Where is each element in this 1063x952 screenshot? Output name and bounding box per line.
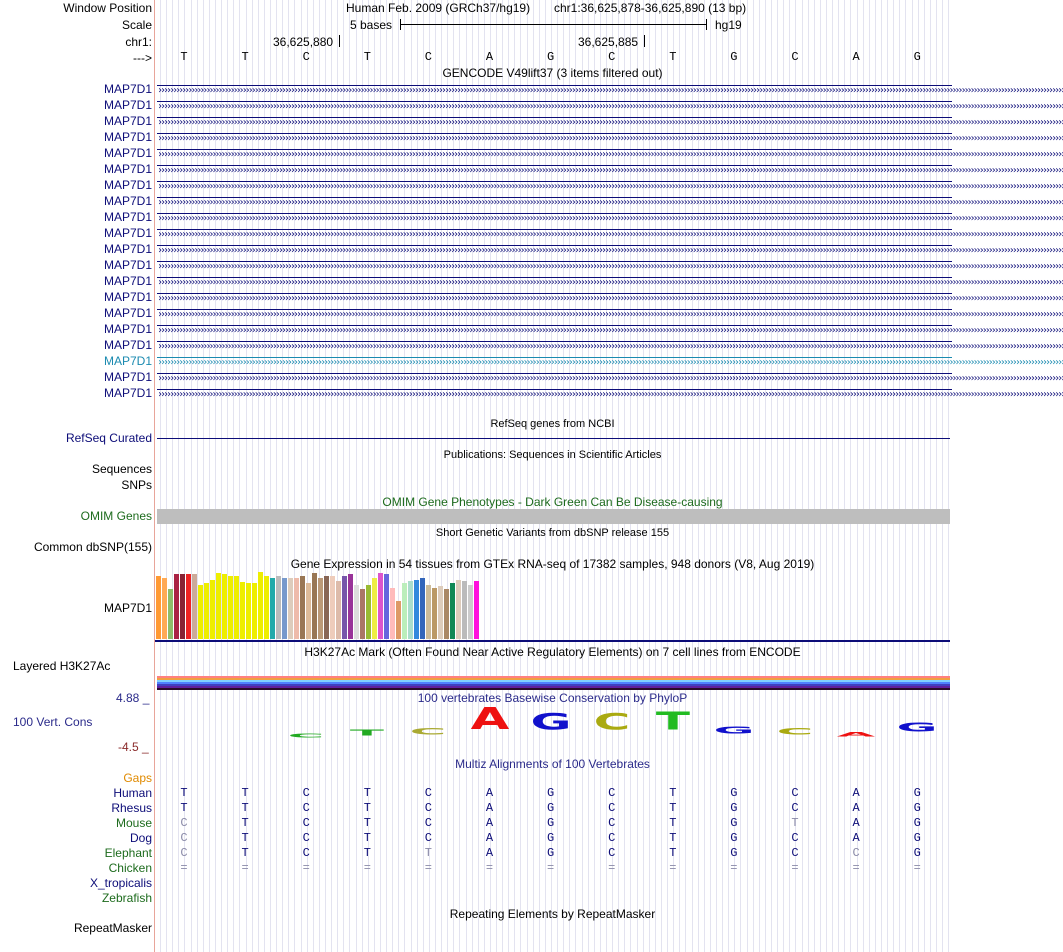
conservation-track-title: 100 vertebrates Basewise Conservation by PhyloP <box>417 691 688 705</box>
multiz-base: T <box>363 786 371 800</box>
multiz-base: T <box>791 816 799 830</box>
multiz-base: A <box>485 801 494 815</box>
gtex-tissue-bar[interactable] <box>228 576 233 639</box>
multiz-base: T <box>180 801 188 815</box>
gencode-item-line[interactable]: ›››››››››››››››››››››››››››››››››››››››››››››››››››››››››››››››››››››››››››››››››››››››››››››››››››››››››››››››››››››››››››››››››››››››››››››››››››››››››››››››››››››››››››››››››››››››››››››››››››››››››››››››››››››››››››››››››››››››››››››››››››››››››››››››››››››››››››››››››››››››››››››››››››››››››››› <box>157 373 1063 384</box>
conservation-letter <box>466 701 514 737</box>
multiz-base: C <box>424 816 432 830</box>
gtex-tissue-bar[interactable] <box>270 578 275 639</box>
omim-gene-bar[interactable] <box>157 509 950 524</box>
multiz-base: C <box>608 786 616 800</box>
gencode-item-line[interactable]: ›››››››››››››››››››››››››››››››››››››››››››››››››››››››››››››››››››››››››››››››››››››››››››››››››››››››››››››››››››››››››››››››››››››››››››››››››››››››››››››››››››››››››››››››››››››››››››››››››››››››››››››››››››››››››››››››››››››››››››››››››››››››››››››››››››››››››››››››››››››››››››››››››››››››››››› <box>157 325 1063 336</box>
multiz-base: T <box>669 801 677 815</box>
gencode-item-line[interactable]: ›››››››››››››››››››››››››››››››››››››››››››››››››››››››››››››››››››››››››››››››››››››››››››››››››››››››››››››››››››››››››››››››››››››››››››››››››››››››››››››››››››››››››››››››››››››››››››››››››››››››››››››››››››››››››››››››››››››››››››››››››››››››››››››››››››››››››››››››››››››››››››››››››››››››››››› <box>157 293 1063 304</box>
gtex-tissue-bar[interactable] <box>276 576 281 639</box>
gtex-tissue-bar[interactable] <box>306 583 311 639</box>
multiz-base: C <box>302 786 310 800</box>
gencode-item-label[interactable]: MAP7D1 <box>103 210 152 224</box>
conservation-letter-glyph: T <box>350 728 385 738</box>
multiz-base: C <box>302 801 310 815</box>
sequence-base: T <box>241 50 249 64</box>
coordinate-1-tick <box>339 35 340 47</box>
gencode-item-label[interactable]: MAP7D1 <box>103 386 152 400</box>
gencode-item-line[interactable]: ›››››››››››››››››››››››››››››››››››››››››››››››››››››››››››››››››››››››››››››››››››››››››››››››››››››››››››››››››››››››››››››››››››››››››››››››››››››››››››››››››››››››››››››››››››››››››››››››››››››››››››››››››››››››››››››››››››››››››››››››››››››››››››››››››››››››››››››››››››››››››››››››››››››››››››› <box>157 389 1063 400</box>
multiz-base: = <box>302 861 310 875</box>
scale-label: Scale <box>121 18 152 32</box>
conservation-letter-glyph: G <box>896 719 938 735</box>
multiz-base: = <box>608 861 616 875</box>
multiz-base: G <box>913 846 921 860</box>
multiz-species-label[interactable]: Dog <box>129 831 152 845</box>
dbsnp-track-title: Short Genetic Variants from dbSNP release 155 <box>435 527 670 539</box>
sequence-base: T <box>180 50 188 64</box>
gtex-tissue-bar[interactable] <box>426 585 431 639</box>
conservation-letter <box>221 729 269 731</box>
publications-snps-label[interactable]: SNPs <box>121 478 152 492</box>
gencode-item-line[interactable]: ›››››››››››››››››››››››››››››››››››››››››››››››››››››››››››››››››››››››››››››››››››››››››››››››››››››››››››››››››››››››››››››››››››››››››››››››››››››››››››››››››››››››››››››››››››››››››››››››››››››››››››››››››››››››››››››››››››››››››››››››››››››››››››››››››››››››››››››››››››››››››››››››››››››››››››› <box>157 149 1063 160</box>
conservation-letter <box>160 729 208 731</box>
publications-track-title: Publications: Sequences in Scientific Articles <box>443 449 662 461</box>
gtex-tissue-bar[interactable] <box>408 581 413 639</box>
gencode-item-label[interactable]: MAP7D1 <box>103 226 152 240</box>
gencode-item-line[interactable]: ›››››››››››››››››››››››››››››››››››››››››››››››››››››››››››››››››››››››››››››››››››››››››››››››››››››››››››››››››››››››››››››››››››››››››››››››››››››››››››››››››››››››››››››››››››››››››››››››››››››››››››››››››››››››››››››››››››››››››››››››››››››››››››››››››››››››››››››››››››››››››››››››››››››››››››› <box>157 277 1063 288</box>
conservation-track-label[interactable]: 100 Vert. Cons <box>13 715 93 729</box>
gencode-item-line[interactable]: ›››››››››››››››››››››››››››››››››››››››››››››››››››››››››››››››››››››››››››››››››››››››››››››››››››››››››››››››››››››››››››››››››››››››››››››››››››››››››››››››››››››››››››››››››››››››››››››››››››››››››››››››››››››››››››››››››››››››››››››››››››››››››››››››››››››››››››››››››››››››››››››››››››››››››››› <box>157 133 1063 144</box>
multiz-base: T <box>241 846 249 860</box>
gencode-item-label[interactable]: MAP7D1 <box>103 242 152 256</box>
multiz-base: A <box>852 801 860 815</box>
assembly-text: Human Feb. 2009 (GRCh37/hg19) <box>346 1 531 15</box>
gencode-item-label[interactable]: MAP7D1 <box>103 82 152 96</box>
multiz-species-label[interactable]: Rhesus <box>111 801 152 815</box>
gtex-tissue-bar[interactable] <box>462 581 467 639</box>
gtex-tissue-bar[interactable] <box>156 576 161 639</box>
multiz-species-label[interactable]: Mouse <box>115 816 152 830</box>
multiz-species-label[interactable]: Elephant <box>104 846 152 860</box>
conservation-letter <box>404 724 452 737</box>
conservation-letter-glyph: C <box>593 709 631 736</box>
gtex-tissue-bar[interactable] <box>372 578 377 639</box>
window-position-label: Window Position <box>63 1 152 15</box>
multiz-base: T <box>241 801 249 815</box>
gencode-item-label[interactable]: MAP7D1 <box>103 258 152 272</box>
multiz-base: C <box>424 786 432 800</box>
multiz-base: A <box>485 846 494 860</box>
gtex-tissue-bar[interactable] <box>162 578 167 639</box>
gencode-item-line[interactable]: ›››››››››››››››››››››››››››››››››››››››››››››››››››››››››››››››››››››››››››››››››››››››››››››››››››››››››››››››››››››››››››››››››››››››››››››››››››››››››››››››››››››››››››››››››››››››››››››››››››››››››››››››››››››››››››››››››››››››››››››››››››››››››››››››››››››››››››››››››››››››››››››››››››››››››››› <box>157 341 1063 352</box>
gencode-item-line[interactable]: ›››››››››››››››››››››››››››››››››››››››››››››››››››››››››››››››››››››››››››››››››››››››››››››››››››››››››››››››››››››››››››››››››››››››››››››››››››››››››››››››››››››››››››››››››››››››››››››››››››››››››››››››››››››››››››››››››››››››››››››››››››››››››››››››››››››››››››››››››››››››››››››››››››››››››››› <box>157 357 1063 368</box>
gencode-item-label[interactable]: MAP7D1 <box>103 306 152 320</box>
multiz-species-label[interactable]: Zebrafish <box>101 891 152 905</box>
multiz-base: G <box>730 801 738 815</box>
multiz-base: = <box>852 861 860 875</box>
gencode-item-line[interactable]: ›››››››››››››››››››››››››››››››››››››››››››››››››››››››››››››››››››››››››››››››››››››››››››››››››››››››››››››››››››››››››››››››››››››››››››››››››››››››››››››››››››››››››››››››››››››››››››››››››››››››››››››››››››››››››››››››››››››››››››››››››››››››››››››››››››››››››››››››››››››››››››››››››››››››››››› <box>157 85 1063 96</box>
gencode-item-label[interactable]: MAP7D1 <box>103 290 152 304</box>
repeatmasker-track-title: Repeating Elements by RepeatMasker <box>449 907 656 921</box>
gencode-item-line[interactable]: ›››››››››››››››››››››››››››››››››››››››››››››››››››››››››››››››››››››››››››››››››››››››››››››››››››››››››››››››››››››››››››››››››››››››››››››››››››››››››››››››››››››››››››››››››››››››››››››››››››››››››››››››››››››››››››››››››››››››››››››››››››››››››››››››››››››››››››››››››››››››››››››››››››››››››››› <box>157 261 1063 272</box>
gtex-tissue-bar[interactable] <box>342 576 347 639</box>
refseq-track-title: RefSeq genes from NCBI <box>490 418 615 430</box>
conservation-letter-glyph: T <box>655 706 690 736</box>
gtex-tissue-bar[interactable] <box>354 585 359 639</box>
gtex-tissue-bar[interactable] <box>390 588 395 639</box>
gencode-item-line[interactable]: ›››››››››››››››››››››››››››››››››››››››››››››››››››››››››››››››››››››››››››››››››››››››››››››››››››››››››››››››››››››››››››››››››››››››››››››››››››››››››››››››››››››››››››››››››››››››››››››››››››››››››››››››››››››››››››››››››››››››››››››››››››››››››››››››››››››››››››››››››››››››››››››››››››››››››››› <box>157 309 1063 320</box>
multiz-base: T <box>363 831 371 845</box>
sequence-base: T <box>363 50 371 64</box>
gtex-tissue-bar[interactable] <box>180 574 185 639</box>
coordinate-2-tick <box>644 35 645 47</box>
gtex-tissue-bar[interactable] <box>396 601 401 639</box>
multiz-base: T <box>669 846 677 860</box>
multiz-base: A <box>852 786 860 800</box>
conservation-letter <box>832 726 880 739</box>
multiz-base: = <box>791 861 799 875</box>
gtex-tissue-bar[interactable] <box>210 580 215 639</box>
multiz-base: C <box>608 816 616 830</box>
conservation-letter-glyph: C <box>410 726 447 737</box>
gtex-tissue-bar[interactable] <box>246 583 251 639</box>
conservation-letter <box>893 719 941 735</box>
multiz-base: T <box>669 831 677 845</box>
multiz-base: T <box>180 786 188 800</box>
multiz-base: = <box>241 861 249 875</box>
gtex-tissue-bar[interactable] <box>252 583 257 639</box>
multiz-species-label[interactable]: X_tropicalis <box>89 876 152 890</box>
conservation-letter <box>527 709 575 736</box>
multiz-base: = <box>424 861 432 875</box>
gtex-tissue-bar[interactable] <box>168 589 173 639</box>
multiz-base: C <box>608 801 616 815</box>
multiz-base: G <box>730 816 738 830</box>
scale-bar-right-tick <box>706 19 707 30</box>
gencode-item-label[interactable]: MAP7D1 <box>103 114 152 128</box>
multiz-base: C <box>302 831 310 845</box>
multiz-base: = <box>669 861 677 875</box>
conservation-letter <box>649 706 697 736</box>
gtex-tissue-bar[interactable] <box>282 578 287 639</box>
strand-label: ---> <box>133 51 152 65</box>
gencode-item-label[interactable]: MAP7D1 <box>103 274 152 288</box>
scale-bar-left-tick <box>400 19 401 30</box>
gtex-tissue-bar[interactable] <box>312 573 317 639</box>
multiz-base: G <box>730 846 738 860</box>
gencode-item-label[interactable]: MAP7D1 <box>103 194 152 208</box>
multiz-base: A <box>852 816 860 830</box>
gtex-tissue-bar[interactable] <box>288 578 293 639</box>
sequence-base: C <box>424 50 432 64</box>
multiz-gaps-label[interactable]: Gaps <box>123 771 152 785</box>
gencode-item-line[interactable]: ›››››››››››››››››››››››››››››››››››››››››››››››››››››››››››››››››››››››››››››››››››››››››››››››››››››››››››››››››››››››››››››››››››››››››››››››››››››››››››››››››››››››››››››››››››››››››››››››››››››››››››››››››››››››››››››››››››››››››››››››››››››››››››››››››››››››››››››››››››››››››››››››››››››››››››› <box>157 245 1063 256</box>
scale-bar <box>400 24 706 25</box>
multiz-base: C <box>180 846 188 860</box>
multiz-base: G <box>546 846 555 860</box>
gtex-tissue-bar[interactable] <box>264 576 269 639</box>
gtex-tissue-bar[interactable] <box>300 576 305 639</box>
conservation-letter-glyph: A <box>836 731 876 739</box>
position-text[interactable]: chr1:36,625,878-36,625,890 (13 bp) <box>554 1 747 15</box>
multiz-base: G <box>730 831 738 845</box>
gtex-tissue-bar[interactable] <box>348 574 353 639</box>
gtex-tissue-bar[interactable] <box>456 580 461 639</box>
gencode-item-line[interactable]: ›››››››››››››››››››››››››››››››››››››››››››››››››››››››››››››››››››››››››››››››››››››››››››››››››››››››››››››››››››››››››››››››››››››››››››››››››››››››››››››››››››››››››››››››››››››››››››››››››››››››››››››››››››››››››››››››››››››››››››››››››››››››››››››››››››››››››››››››››››››››››››››››››››››››››››› <box>157 117 1063 128</box>
sequence-base: C <box>791 50 799 64</box>
multiz-base: T <box>669 786 677 800</box>
coordinate-2: 36,625,885 <box>578 35 639 49</box>
multiz-base: G <box>546 816 555 830</box>
multiz-base: C <box>302 816 310 830</box>
conservation-letter-glyph: A <box>470 701 509 737</box>
conservation-ymax: 4.88 _ <box>116 691 150 705</box>
multiz-base: A <box>485 831 494 845</box>
gtex-tissue-bar[interactable] <box>318 578 323 639</box>
multiz-base: C <box>180 831 188 845</box>
gencode-item-label[interactable]: MAP7D1 <box>103 354 152 368</box>
gencode-item-label[interactable]: MAP7D1 <box>103 162 152 176</box>
multiz-base: T <box>241 816 249 830</box>
multiz-base: T <box>241 831 249 845</box>
gtex-tissue-bar[interactable] <box>450 583 455 639</box>
scale-text: 5 bases <box>350 18 393 32</box>
multiz-base: C <box>424 831 432 845</box>
multiz-base: C <box>608 831 616 845</box>
gtex-baseline <box>155 640 950 642</box>
multiz-base: C <box>791 846 799 860</box>
conservation-letter <box>710 723 758 736</box>
conservation-letter-glyph: G <box>713 724 755 736</box>
refseq-track-label[interactable]: RefSeq Curated <box>65 431 152 445</box>
multiz-base: C <box>608 846 616 860</box>
multiz-base: = <box>913 861 921 875</box>
multiz-species-label[interactable]: Human <box>113 786 152 800</box>
conservation-ymin: -4.5 _ <box>118 740 149 754</box>
gtex-tissue-bar[interactable] <box>234 576 239 639</box>
gtex-tissue-bar[interactable] <box>474 581 479 639</box>
gtex-track-label[interactable]: MAP7D1 <box>103 601 152 615</box>
gencode-item-line[interactable]: ›››››››››››››››››››››››››››››››››››››››››››››››››››››››››››››››››››››››››››››››››››››››››››››››››››››››››››››››››››››››››››››››››››››››››››››››››››››››››››››››››››››››››››››››››››››››››››››››››››››››››››››››››››››››››››››››››››››››››››››››››››››››››››››››››››››››››››››››››››››››››››››››››››››››››››› <box>157 181 1063 192</box>
gtex-tissue-bar[interactable] <box>438 586 443 639</box>
multiz-base: G <box>546 831 555 845</box>
gtex-tissue-bar[interactable] <box>384 574 389 639</box>
repeatmasker-track-label[interactable]: RepeatMasker <box>73 921 152 935</box>
gtex-tissue-bar[interactable] <box>174 574 179 639</box>
multiz-base: T <box>241 786 249 800</box>
sequence-base: G <box>730 50 738 64</box>
gencode-item-label[interactable]: MAP7D1 <box>103 322 152 336</box>
multiz-base: G <box>913 801 921 815</box>
multiz-base: A <box>852 831 860 845</box>
chrom-label: chr1: <box>125 35 152 49</box>
gtex-tissue-bar[interactable] <box>468 585 473 639</box>
multiz-base: G <box>546 786 555 800</box>
h3k27ac-track-title: H3K27Ac Mark (Often Found Near Active Regulatory Elements) on 7 cell lines from ENCODE <box>304 645 801 659</box>
gtex-tissue-bar[interactable] <box>258 572 263 639</box>
conservation-letter <box>771 724 819 737</box>
gencode-item-line[interactable]: ›››››››››››››››››››››››››››››››››››››››››››››››››››››››››››››››››››››››››››››››››››››››››››››››››››››››››››››››››››››››››››››››››››››››››››››››››››››››››››››››››››››››››››››››››››››››››››››››››››››››››››››››››››››››››››››››››››››››››››››››››››››››››››››››››››››››››››››››››››››››››››››››››››››››››››› <box>157 197 1063 208</box>
gtex-tissue-bar[interactable] <box>336 581 341 639</box>
gtex-tissue-bar[interactable] <box>360 589 365 639</box>
multiz-base: = <box>485 861 494 875</box>
gtex-tissue-bar[interactable] <box>204 583 209 639</box>
omim-track-title: OMIM Gene Phenotypes - Dark Green Can Be Disease-causing <box>382 495 723 509</box>
gtex-tissue-bar[interactable] <box>240 582 245 639</box>
gencode-item-line[interactable]: ›››››››››››››››››››››››››››››››››››››››››››››››››››››››››››››››››››››››››››››››››››››››››››››››››››››››››››››››››››››››››››››››››››››››››››››››››››››››››››››››››››››››››››››››››››››››››››››››››››››››››››››››››››››››››››››››››››››››››››››››››››››››››››››››››››››››››››››››››››››››››››››››››››››››››››› <box>157 229 1063 240</box>
multiz-base: T <box>424 846 432 860</box>
conservation-letter <box>282 727 330 739</box>
gencode-item-label[interactable]: MAP7D1 <box>103 130 152 144</box>
gtex-tissue-bar[interactable] <box>444 589 449 639</box>
multiz-base: G <box>730 786 738 800</box>
multiz-base: T <box>363 846 371 860</box>
multiz-base: C <box>852 846 860 860</box>
multiz-base: T <box>669 816 677 830</box>
sequence-base: G <box>913 50 921 64</box>
multiz-base: C <box>791 786 799 800</box>
sequence-base: A <box>852 50 860 64</box>
multiz-base: C <box>791 801 799 815</box>
multiz-base: G <box>913 816 921 830</box>
gtex-tissue-bar[interactable] <box>402 583 407 639</box>
multiz-base: = <box>363 861 371 875</box>
coordinate-1: 36,625,880 <box>273 35 334 49</box>
publications-sequences-label[interactable]: Sequences <box>91 462 152 476</box>
gtex-tissue-bar[interactable] <box>414 580 419 639</box>
gtex-tissue-bar[interactable] <box>420 578 425 639</box>
gtex-tissue-bar[interactable] <box>378 573 383 639</box>
gencode-item-label[interactable]: MAP7D1 <box>103 370 152 384</box>
sequence-base: T <box>669 50 677 64</box>
gencode-item-line[interactable]: ›››››››››››››››››››››››››››››››››››››››››››››››››››››››››››››››››››››››››››››››››››››››››››››››››››››››››››››››››››››››››››››››››››››››››››››››››››››››››››››››››››››››››››››››››››››››››››››››››››››››››››››››››››››››››››››››››››››››››››››››››››››››››››››››››››››››››››››››››››››››››››››››››››››››››››› <box>157 213 1063 224</box>
gencode-item-line[interactable]: ›››››››››››››››››››››››››››››››››››››››››››››››››››››››››››››››››››››››››››››››››››››››››››››››››››››››››››››››››››››››››››››››››››››››››››››››››››››››››››››››››››››››››››››››››››››››››››››››››››››››››››››››››››››››››››››››››››››››››››››››››››››››››››››››››››››››››››››››››››››››››››››››››››››››››››› <box>157 165 1063 176</box>
multiz-base: C <box>791 831 799 845</box>
gtex-tissue-bar[interactable] <box>294 578 299 639</box>
gencode-item-line[interactable]: ›››››››››››››››››››››››››››››››››››››››››››››››››››››››››››››››››››››››››››››››››››››››››››››››››››››››››››››››››››››››››››››››››››››››››››››››››››››››››››››››››››››››››››››››››››››››››››››››››››››››››››››››››››››››››››››››››››››››››››››››››››››››››››››››››››››››››››››››››››››››››››››››››››››››››››› <box>157 101 1063 112</box>
refseq-gene-line[interactable] <box>157 438 950 439</box>
gencode-item-label[interactable]: MAP7D1 <box>103 338 152 352</box>
gtex-tissue-bar[interactable] <box>186 574 191 639</box>
multiz-base: A <box>485 786 494 800</box>
sequence-base: G <box>546 50 555 64</box>
gencode-track-title: GENCODE V49lift37 (3 items filtered out) <box>442 66 663 80</box>
sequence-base: C <box>302 50 310 64</box>
multiz-base: A <box>485 816 494 830</box>
gtex-track-title: Gene Expression in 54 tissues from GTEx RNA-seq of 17382 samples, 948 donors (V8, Aug 2019) <box>290 557 815 571</box>
gtex-tissue-bar[interactable] <box>366 585 371 639</box>
gtex-tissue-bar[interactable] <box>330 576 335 639</box>
multiz-base: G <box>913 786 921 800</box>
gtex-tissue-bar[interactable] <box>324 576 329 639</box>
multiz-base: C <box>302 846 310 860</box>
gtex-tissue-bar[interactable] <box>192 574 197 639</box>
conservation-letter <box>343 725 391 738</box>
multiz-species-label[interactable]: Chicken <box>108 861 152 875</box>
omim-track-label[interactable]: OMIM Genes <box>80 509 152 523</box>
dbsnp-track-label[interactable]: Common dbSNP(155) <box>33 540 152 554</box>
multiz-base: = <box>730 861 738 875</box>
multiz-base: = <box>180 861 188 875</box>
h3k27ac-layer[interactable] <box>157 688 950 690</box>
multiz-track-title: Multiz Alignments of 100 Vertebrates <box>455 757 650 771</box>
multiz-base: C <box>180 816 188 830</box>
multiz-base: G <box>546 801 555 815</box>
conservation-letter-glyph: G <box>530 709 572 736</box>
gencode-item-label[interactable]: MAP7D1 <box>103 98 152 112</box>
multiz-base: G <box>913 831 921 845</box>
conservation-letter-glyph: C <box>287 733 325 739</box>
db-text: hg19 <box>715 18 742 32</box>
gencode-item-label[interactable]: MAP7D1 <box>103 146 152 160</box>
gtex-tissue-bar[interactable] <box>432 588 437 639</box>
multiz-base: T <box>363 801 371 815</box>
multiz-base: = <box>546 861 555 875</box>
h3k27ac-track-label[interactable]: Layered H3K27Ac <box>13 659 111 673</box>
multiz-base: C <box>424 801 432 815</box>
sequence-base: C <box>608 50 616 64</box>
conservation-letter <box>588 709 636 736</box>
conservation-letter-glyph: C <box>776 726 814 737</box>
gtex-tissue-bar[interactable] <box>216 573 221 639</box>
gencode-item-label[interactable]: MAP7D1 <box>103 178 152 192</box>
sequence-base: A <box>485 50 494 64</box>
multiz-base: T <box>363 816 371 830</box>
gtex-tissue-bar[interactable] <box>198 585 203 639</box>
gtex-tissue-bar[interactable] <box>222 574 227 639</box>
